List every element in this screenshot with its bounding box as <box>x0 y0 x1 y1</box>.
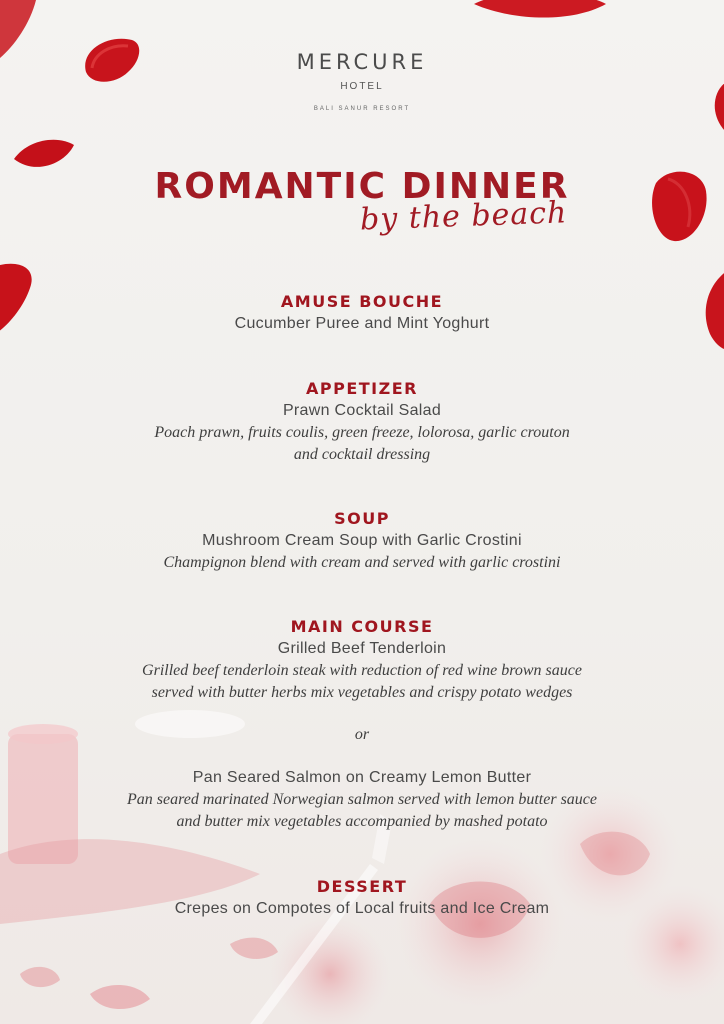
section-main-course-alt <box>0 767 724 833</box>
section-heading: SOUP <box>334 509 390 528</box>
hotel-logo-name: MERCURE <box>296 50 428 74</box>
section-main-course <box>0 616 724 704</box>
dish-name: Crepes on Compotes of Local fruits and Ice Cream <box>174 900 550 917</box>
rose-petal-decoration <box>470 0 610 30</box>
section-heading: APPETIZER <box>306 379 418 398</box>
dish-name: Prawn Cocktail Salad <box>282 402 442 419</box>
hotel-location: BALI SANUR RESORT <box>313 106 411 112</box>
dish-description: Poach prawn, fruits coulis, green freeze, lolorosa, garlic crouton <box>154 424 570 441</box>
section-dessert <box>0 876 724 920</box>
dish-name: Mushroom Cream Soup with Garlic Crostini <box>202 532 522 549</box>
dish-description: and cocktail dressing <box>293 446 431 463</box>
hotel-logo-sub: HOTEL <box>340 81 384 92</box>
section-appetizer <box>0 378 724 466</box>
dish-description: and butter mix vegetables accompanied by mashed potato <box>176 813 548 830</box>
section-heading: DESSERT <box>316 877 408 896</box>
menu-subtitle: by the beach <box>359 195 568 238</box>
menu-title: ROMANTIC DINNER <box>154 166 570 207</box>
dish-description: Grilled beef tenderloin steak with reduction of red wine brown sauce <box>142 662 582 679</box>
dish-description: served with butter herbs mix vegetables and crispy potato wedges <box>151 684 573 701</box>
dish-name: Cucumber Puree and Mint Yoghurt <box>234 315 490 332</box>
section-amuse-bouche <box>0 291 724 335</box>
dish-name: Grilled Beef Tenderloin <box>277 640 447 657</box>
dish-description: Pan seared marinated Norwegian salmon served with lemon butter sauce <box>126 791 598 808</box>
alternative-separator: or <box>354 726 370 743</box>
section-heading: MAIN COURSE <box>290 617 434 636</box>
dish-description: Champignon blend with cream and served with garlic crostini <box>163 554 561 571</box>
section-heading: AMUSE BOUCHE <box>280 292 444 311</box>
section-soup <box>0 508 724 574</box>
dish-name: Pan Seared Salmon on Creamy Lemon Butter <box>192 769 532 786</box>
